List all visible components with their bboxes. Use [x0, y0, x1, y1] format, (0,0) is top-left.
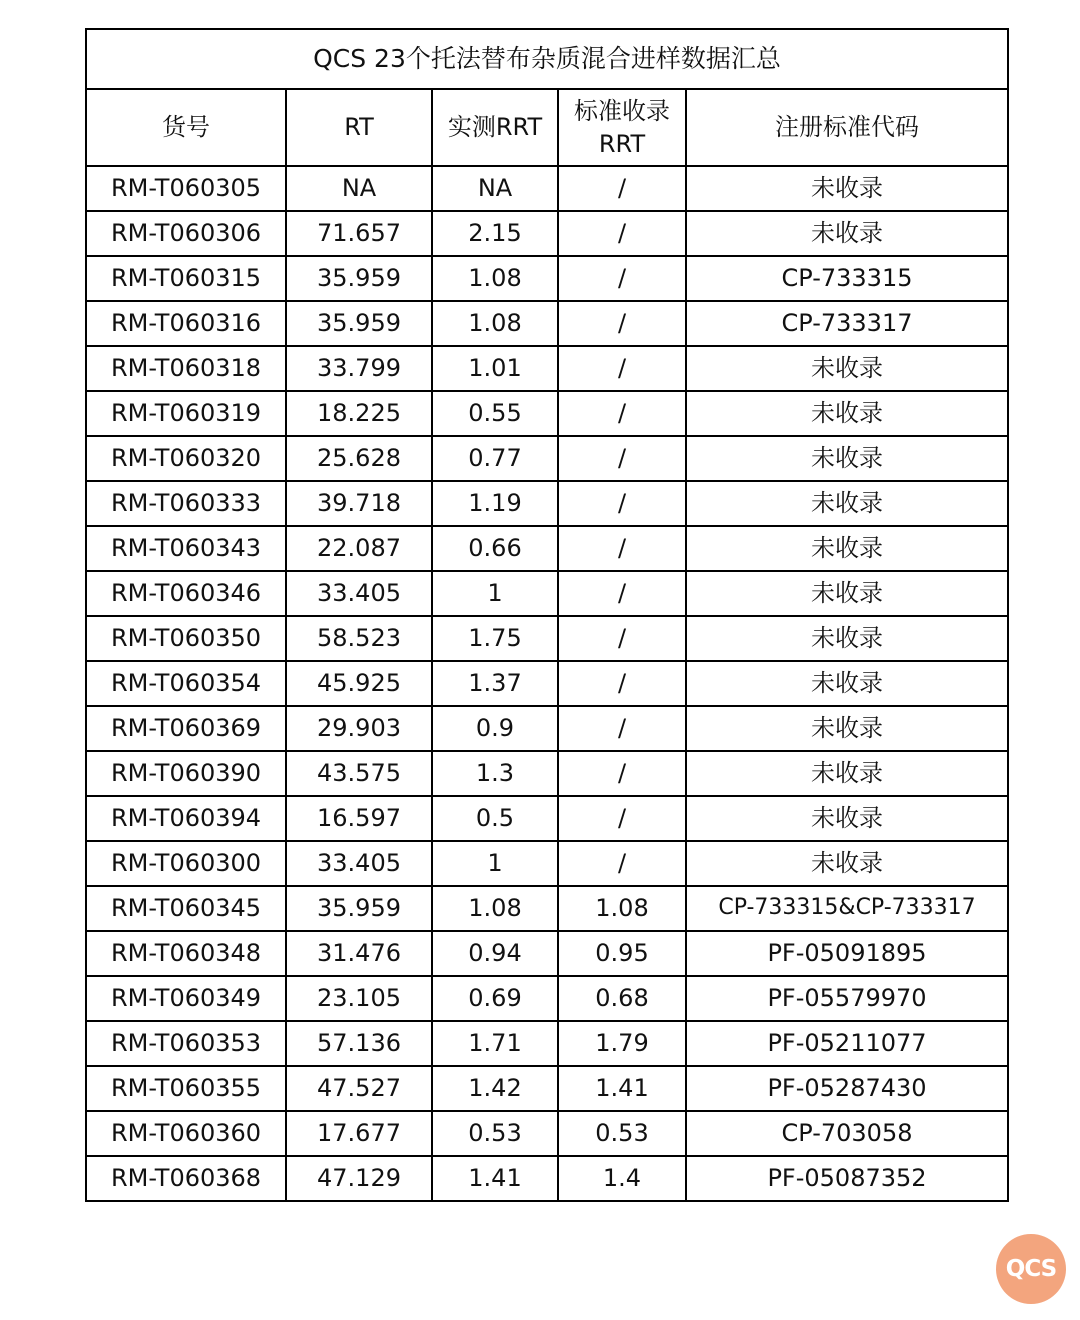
table-row [86, 526, 1008, 571]
cell-measured-rrt: 1.37 [432, 661, 558, 706]
cell-registration-code: 未收录 [686, 436, 1008, 481]
table-row [86, 211, 1008, 256]
cell-standard-rrt: / [558, 436, 686, 481]
cell-item-number: RM-T060346 [86, 571, 286, 616]
cell-measured-rrt: 1.08 [432, 301, 558, 346]
cell-registration-code: 未收录 [686, 346, 1008, 391]
cell-standard-rrt: 1.4 [558, 1156, 686, 1201]
cell-measured-rrt: 0.9 [432, 706, 558, 751]
cell-item-number: RM-T060354 [86, 661, 286, 706]
cell-standard-rrt: / [558, 391, 686, 436]
cell-item-number: RM-T060394 [86, 796, 286, 841]
cell-measured-rrt: 0.53 [432, 1111, 558, 1156]
cell-item-number: RM-T060390 [86, 751, 286, 796]
cell-measured-rrt: 1.71 [432, 1021, 558, 1066]
cell-registration-code: 未收录 [686, 526, 1008, 571]
cell-measured-rrt: 1 [432, 571, 558, 616]
cell-item-number: RM-T060305 [86, 166, 286, 211]
qcs-logo [996, 1234, 1066, 1304]
table-row [86, 1111, 1008, 1156]
cell-rt: 39.718 [286, 481, 432, 526]
cell-item-number: RM-T060350 [86, 616, 286, 661]
cell-registration-code: CP-733317 [686, 301, 1008, 346]
cell-item-number: RM-T060306 [86, 211, 286, 256]
cell-rt: 31.476 [286, 931, 432, 976]
cell-standard-rrt: / [558, 796, 686, 841]
cell-measured-rrt: 1.08 [432, 256, 558, 301]
table-row [86, 886, 1008, 931]
cell-item-number: RM-T060320 [86, 436, 286, 481]
cell-item-number: RM-T060316 [86, 301, 286, 346]
table-row [86, 301, 1008, 346]
cell-standard-rrt: / [558, 571, 686, 616]
cell-standard-rrt: / [558, 841, 686, 886]
header-registration-code: 注册标准代码 [686, 89, 1008, 166]
cell-standard-rrt: 0.68 [558, 976, 686, 1021]
cell-standard-rrt: / [558, 256, 686, 301]
cell-registration-code: CP-733315&CP-733317 [686, 886, 1008, 931]
cell-item-number: RM-T060353 [86, 1021, 286, 1066]
header-rt: RT [286, 89, 432, 166]
cell-measured-rrt: 1 [432, 841, 558, 886]
cell-rt: 47.527 [286, 1066, 432, 1111]
cell-rt: 43.575 [286, 751, 432, 796]
cell-item-number: RM-T060318 [86, 346, 286, 391]
cell-item-number: RM-T060360 [86, 1111, 286, 1156]
table-row [86, 571, 1008, 616]
table-row [86, 616, 1008, 661]
cell-rt: 57.136 [286, 1021, 432, 1066]
cell-registration-code: 未收录 [686, 751, 1008, 796]
cell-registration-code: 未收录 [686, 841, 1008, 886]
qcs-logo-text: QCS [1005, 1256, 1057, 1282]
cell-measured-rrt: 0.5 [432, 796, 558, 841]
cell-registration-code: 未收录 [686, 706, 1008, 751]
table-row [86, 1066, 1008, 1111]
table-row [86, 706, 1008, 751]
cell-measured-rrt: 0.77 [432, 436, 558, 481]
cell-standard-rrt: / [558, 751, 686, 796]
cell-measured-rrt: 0.66 [432, 526, 558, 571]
cell-rt: 23.105 [286, 976, 432, 1021]
table-row [86, 661, 1008, 706]
table-row [86, 976, 1008, 1021]
cell-registration-code: PF-05087352 [686, 1156, 1008, 1201]
cell-measured-rrt: 0.55 [432, 391, 558, 436]
cell-rt: 35.959 [286, 301, 432, 346]
header-measured-rrt: 实测RRT [432, 89, 558, 166]
cell-standard-rrt: 1.08 [558, 886, 686, 931]
cell-measured-rrt: 2.15 [432, 211, 558, 256]
table-row [86, 751, 1008, 796]
cell-item-number: RM-T060369 [86, 706, 286, 751]
cell-rt: 29.903 [286, 706, 432, 751]
cell-standard-rrt: / [558, 481, 686, 526]
cell-registration-code: PF-05287430 [686, 1066, 1008, 1111]
cell-registration-code: 未收录 [686, 616, 1008, 661]
cell-registration-code: 未收录 [686, 796, 1008, 841]
cell-item-number: RM-T060348 [86, 931, 286, 976]
cell-measured-rrt: 1.19 [432, 481, 558, 526]
cell-registration-code: 未收录 [686, 481, 1008, 526]
cell-standard-rrt: 1.79 [558, 1021, 686, 1066]
cell-item-number: RM-T060345 [86, 886, 286, 931]
cell-measured-rrt: 1.3 [432, 751, 558, 796]
table-row [86, 391, 1008, 436]
cell-measured-rrt: 0.94 [432, 931, 558, 976]
cell-rt: 33.799 [286, 346, 432, 391]
cell-standard-rrt: / [558, 616, 686, 661]
cell-measured-rrt: 1.75 [432, 616, 558, 661]
cell-rt: 16.597 [286, 796, 432, 841]
cell-item-number: RM-T060343 [86, 526, 286, 571]
cell-standard-rrt: 1.41 [558, 1066, 686, 1111]
cell-rt: 18.225 [286, 391, 432, 436]
cell-rt: 47.129 [286, 1156, 432, 1201]
cell-rt: 22.087 [286, 526, 432, 571]
cell-rt: 45.925 [286, 661, 432, 706]
cell-item-number: RM-T060319 [86, 391, 286, 436]
cell-item-number: RM-T060333 [86, 481, 286, 526]
cell-registration-code: PF-05091895 [686, 931, 1008, 976]
table-header-row [86, 89, 1008, 166]
cell-rt: 33.405 [286, 841, 432, 886]
table-row [86, 256, 1008, 301]
cell-measured-rrt: 1.01 [432, 346, 558, 391]
cell-registration-code: 未收录 [686, 571, 1008, 616]
cell-item-number: RM-T060368 [86, 1156, 286, 1201]
table-title-row [86, 29, 1008, 89]
cell-registration-code: PF-05211077 [686, 1021, 1008, 1066]
cell-standard-rrt: / [558, 661, 686, 706]
cell-measured-rrt: NA [432, 166, 558, 211]
cell-registration-code: 未收录 [686, 391, 1008, 436]
table-row [86, 931, 1008, 976]
cell-registration-code: CP-703058 [686, 1111, 1008, 1156]
cell-registration-code: PF-05579970 [686, 976, 1008, 1021]
cell-measured-rrt: 1.41 [432, 1156, 558, 1201]
cell-standard-rrt: 0.95 [558, 931, 686, 976]
cell-item-number: RM-T060355 [86, 1066, 286, 1111]
cell-measured-rrt: 1.08 [432, 886, 558, 931]
cell-item-number: RM-T060349 [86, 976, 286, 1021]
table-row [86, 841, 1008, 886]
table-row [86, 796, 1008, 841]
table-row [86, 346, 1008, 391]
cell-rt: 33.405 [286, 571, 432, 616]
cell-standard-rrt: / [558, 211, 686, 256]
impurity-data-table [85, 28, 1009, 1202]
cell-registration-code: 未收录 [686, 166, 1008, 211]
cell-standard-rrt: / [558, 166, 686, 211]
cell-standard-rrt: 0.53 [558, 1111, 686, 1156]
cell-registration-code: 未收录 [686, 661, 1008, 706]
cell-registration-code: CP-733315 [686, 256, 1008, 301]
cell-standard-rrt: / [558, 526, 686, 571]
cell-standard-rrt: / [558, 346, 686, 391]
cell-item-number: RM-T060315 [86, 256, 286, 301]
cell-measured-rrt: 0.69 [432, 976, 558, 1021]
cell-rt: 17.677 [286, 1111, 432, 1156]
cell-registration-code: 未收录 [686, 211, 1008, 256]
table-row [86, 166, 1008, 211]
header-item-number: 货号 [86, 89, 286, 166]
cell-rt: 35.959 [286, 256, 432, 301]
cell-rt: 35.959 [286, 886, 432, 931]
table-row [86, 1021, 1008, 1066]
table-row [86, 436, 1008, 481]
cell-rt: NA [286, 166, 432, 211]
cell-rt: 71.657 [286, 211, 432, 256]
cell-standard-rrt: / [558, 301, 686, 346]
header-standard-rrt: 标准收录RRT [558, 89, 686, 166]
cell-rt: 25.628 [286, 436, 432, 481]
table-row [86, 1156, 1008, 1201]
cell-standard-rrt: / [558, 706, 686, 751]
cell-measured-rrt: 1.42 [432, 1066, 558, 1111]
table-title: QCS 23个托法替布杂质混合进样数据汇总 [86, 29, 1008, 89]
cell-rt: 58.523 [286, 616, 432, 661]
cell-item-number: RM-T060300 [86, 841, 286, 886]
table-row [86, 481, 1008, 526]
